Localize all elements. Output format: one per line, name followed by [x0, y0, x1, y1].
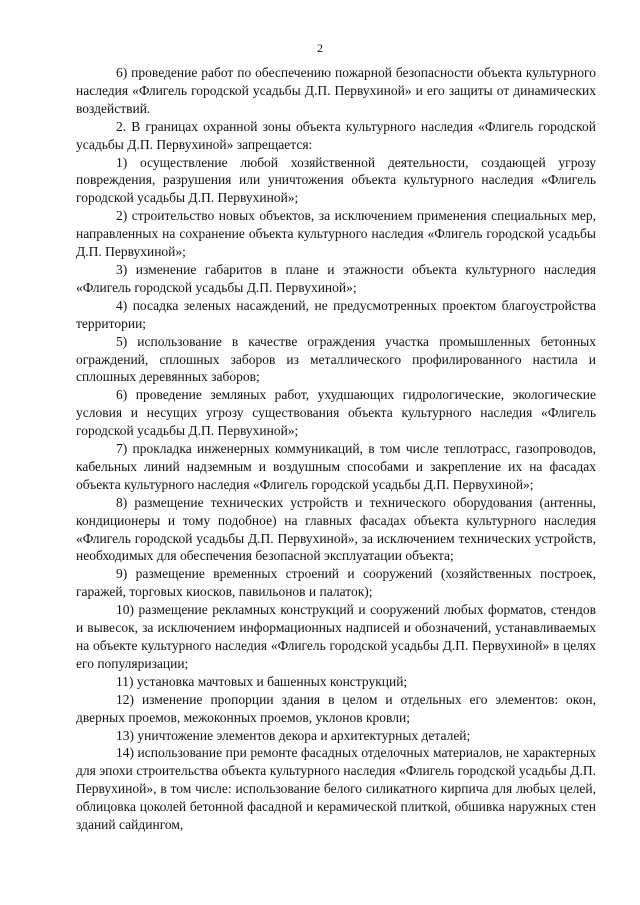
- list-item: 3) изменение габаритов в плане и этажности объекта культурного наследия «Флигель городской усадьбы Д.П. Первухиной»;: [76, 261, 596, 295]
- list-item: 13) уничтожение элементов декора и архитектурных деталей;: [116, 727, 471, 743]
- document-body: [76, 64, 596, 834]
- page-number: 2: [317, 41, 323, 55]
- list-item: 7) прокладка инженерных коммуникаций, в том числе теплотрасс, газопроводов, кабельных линий надземным и воздушным способами и закрепление их на фасадах объекта культурного наследия «Флигель городской усадьбы Д.П. Первухиной»;: [76, 441, 596, 492]
- list-item: 14) использование при ремонте фасадных отделочных материалов, не характерных для эпохи строительства объекта культурного наследия «Флигель городской усадьбы Д.П. Первухиной», в том числе: использование белого силикатного кирпича для любых целей, облицовка цоколей бетонной фасадной и керамической плиткой, обшивка наружных стен зданий сайдингом,: [76, 745, 596, 833]
- list-item: 2) строительство новых объектов, за исключением применения специальных мер, направленных на сохранение объекта культурного наследия «Флигель городской усадьбы Д.П. Первухиной»;: [76, 208, 596, 260]
- list-item: 12) изменение пропорции здания в целом и отдельных его элементов: окон, дверных проемов, межоконных проемов, уклонов кровли;: [76, 691, 596, 725]
- paragraph-fire-safety: 6) проведение работ по обеспечению пожарной безопасности объекта культурного наследия «Флигель городской усадьбы Д.П. Первухиной» и его защиты от динамических воздействий.: [76, 65, 596, 116]
- list-item: 10) размещение рекламных конструкций и сооружений любых форматов, стендов и вывесок, за исключением информационных надписей и обозначений, устанавливаемых на объекте культурного наследия «Флигель городской усадьбы Д.П. Первухиной» в целях его популяризации;: [76, 602, 596, 671]
- list-item: 8) размещение технических устройств и технического оборудования (антенны, кондиционеры и тому подобное) на главных фасадах объекта культурного наследия «Флигель городской усадьбы Д.П. Первухиной», за исключением технических устройств, необходимых для обеспечения безопасной эксплуатации объекта;: [76, 494, 596, 564]
- list-item: 5) использование в качестве ограждения участка промышленных бетонных ограждений, сплошных заборов из металлического профилированного настила и сплошных деревянных заборов;: [76, 333, 596, 385]
- list-item: 11) установка мачтовых и башенных конструкций;: [116, 673, 408, 689]
- list-item: 4) посадка зеленых насаждений, не предусмотренных проектом благоустройства территории;: [76, 297, 596, 331]
- list-item: 6) проведение земляных работ, ухудшающих гидрологические, экологические условия и несущих угрозу существования объекта культурного наследия «Флигель городской усадьбы Д.П. Первухиной»;: [76, 387, 596, 439]
- list-item: 1) осуществление любой хозяйственной деятельности, создающей угрозу повреждения, разрушения или уничтожения объекта культурного наследия «Флигель городской усадьбы Д.П. Первухиной»;: [76, 154, 596, 206]
- list-item: 9) размещение временных строений и сооружений (хозяйственных построек, гаражей, торговых киосков, павильонов и палаток);: [76, 566, 596, 600]
- paragraph-prohibitions-intro: 2. В границах охранной зоны объекта культурного наследия «Флигель городской усадьбы Д.П. Первухиной» запрещается:: [76, 118, 596, 152]
